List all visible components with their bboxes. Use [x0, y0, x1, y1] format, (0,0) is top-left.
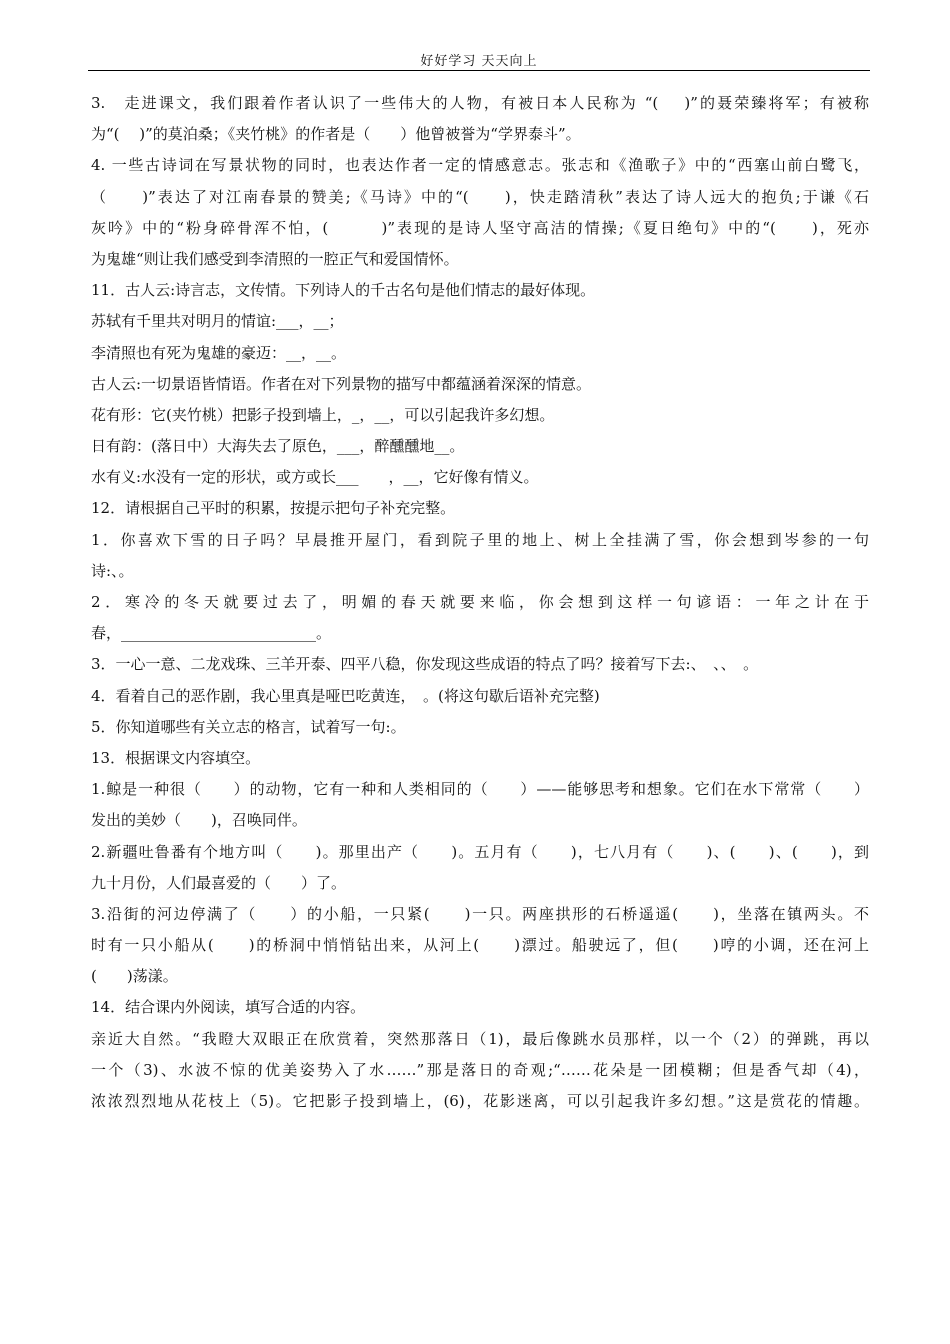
- document-body: [91, 88, 869, 1117]
- text-line: 5．你知道哪些有关立志的格言，试着写一句:。: [91, 717, 406, 736]
- text-line: 诗:、。: [91, 561, 134, 580]
- text-line: 时有一只小船从( )的桥洞中悄悄钻出来，从河上( )漂过。船驶远了，但( )哼的小调，还在河上: [91, 936, 869, 955]
- text-line: 3.沿街的河边停满了（ ）的小船，一只紧( )一只。两座拱形的石桥遥遥( )，坐落在镇两头。不: [91, 904, 869, 923]
- text-line: （ )”表达了对江南春景的赞美;《马诗》中的“( )，快走踏清秋”表达了诗人远大的抱负;于谦《石: [91, 187, 869, 206]
- text-line: ( )荡漾。: [91, 967, 178, 986]
- text-line: 13．根据课文内容填空。: [91, 748, 261, 767]
- header-rule: [88, 70, 870, 71]
- text-line: 11．古人云:诗言志，文传情。下列诗人的千古名句是他们情志的最好体现。: [91, 281, 596, 300]
- text-line: 苏轼有千里共对明月的情谊:___，__；: [91, 312, 344, 331]
- text-line: 4. 一些古诗词在写景状物的同时，也表达作者一定的情感意志。张志和《渔歌子》中的“西塞山前白鹭飞，: [91, 156, 869, 175]
- text-line: 为“( )”的莫泊桑；《夹竹桃》的作者是（ ）他曾被誉为“学界泰斗”。: [91, 125, 581, 144]
- text-line: 一个（3)、水波不惊的优美姿势入了水……”那是落日的奇观;“……花朵是一团模糊；但是香气却（4)，: [91, 1060, 869, 1079]
- text-line: 2.新疆吐鲁番有个地方叫（ )。那里出产（ )。五月有（ )，七八月有（ )、( )、( )，到: [91, 842, 869, 861]
- text-line: 花有形：它(夹竹桃）把影子投到墙上，_，__，可以引起我许多幻想。: [91, 405, 555, 424]
- page-header: 好好学习 天天向上: [420, 54, 538, 69]
- text-line: 14．结合课内外阅读，填写合适的内容。: [91, 998, 366, 1017]
- text-line: 1.鲸是一种很（ ）的动物，它有一种和人类相同的（ ）——能够思考和想象。它们在水下常常（ ）: [91, 780, 869, 799]
- text-line: 4．看着自己的恶作剧，我心里真是哑巴吃黄连， 。(将这句歇后语补充完整): [91, 686, 600, 705]
- text-line: 春，__________________________。: [91, 624, 332, 643]
- text-line: 2．寒冷的冬天就要过去了，明媚的春天就要来临，你会想到这样一句谚语：一年之计在于: [91, 593, 869, 611]
- text-line: 浓浓烈烈地从花枝上（5)。它把影子投到墙上，(6)，花影迷离，可以引起我许多幻想。”这是赏花的情趣。: [91, 1092, 869, 1110]
- text-line: 亲近大自然。“我瞪大双眼正在欣赏着，突然那落日（1)，最后像跳水员那样，以一个（2）的弹跳，再以: [91, 1029, 869, 1048]
- text-line: 为鬼雄“则让我们感受到李清照的一腔正气和爱国情怀。: [91, 249, 459, 268]
- text-line: 九十月份，人们最喜爱的（ ）了。: [91, 873, 347, 892]
- text-line: 12．请根据自己平时的积累，按提示把句子补充完整。: [91, 499, 456, 518]
- text-line: 3．一心一意、二龙戏珠、三羊开泰、四平八稳，你发现这些成语的特点了吗？接着写下去:、 、、 。: [91, 655, 759, 674]
- text-line: 1．你喜欢下雪的日子吗？早晨推开屋门，看到院子里的地上、树上全挂满了雪，你会想到岑参的一句: [91, 530, 869, 549]
- text-line: 3. 走进课文，我们跟着作者认识了一些伟大的人物，有被日本人民称为 “( )”的聂荣臻将军；有被称: [91, 94, 869, 112]
- text-line: 灰吟》中的“粉身碎骨浑不怕，( )”表现的是诗人坚守高洁的情操;《夏日绝句》中的“( )，死亦: [91, 218, 869, 237]
- text-line: 发出的美妙（ )，召唤同伴。: [91, 811, 307, 830]
- text-line: 日有韵：(落日中）大海失去了原色，___，醉醺醺地__。: [91, 437, 465, 456]
- text-line: 李清照也有死为鬼雄的豪迈：__，__。: [91, 343, 347, 362]
- text-line: 水有义:水没有一定的形状，或方或长___ ，__，它好像有情义。: [91, 468, 539, 487]
- text-line: 古人云:一切景语皆情语。作者在对下列景物的描写中都蕴涵着深深的情意。: [91, 374, 592, 393]
